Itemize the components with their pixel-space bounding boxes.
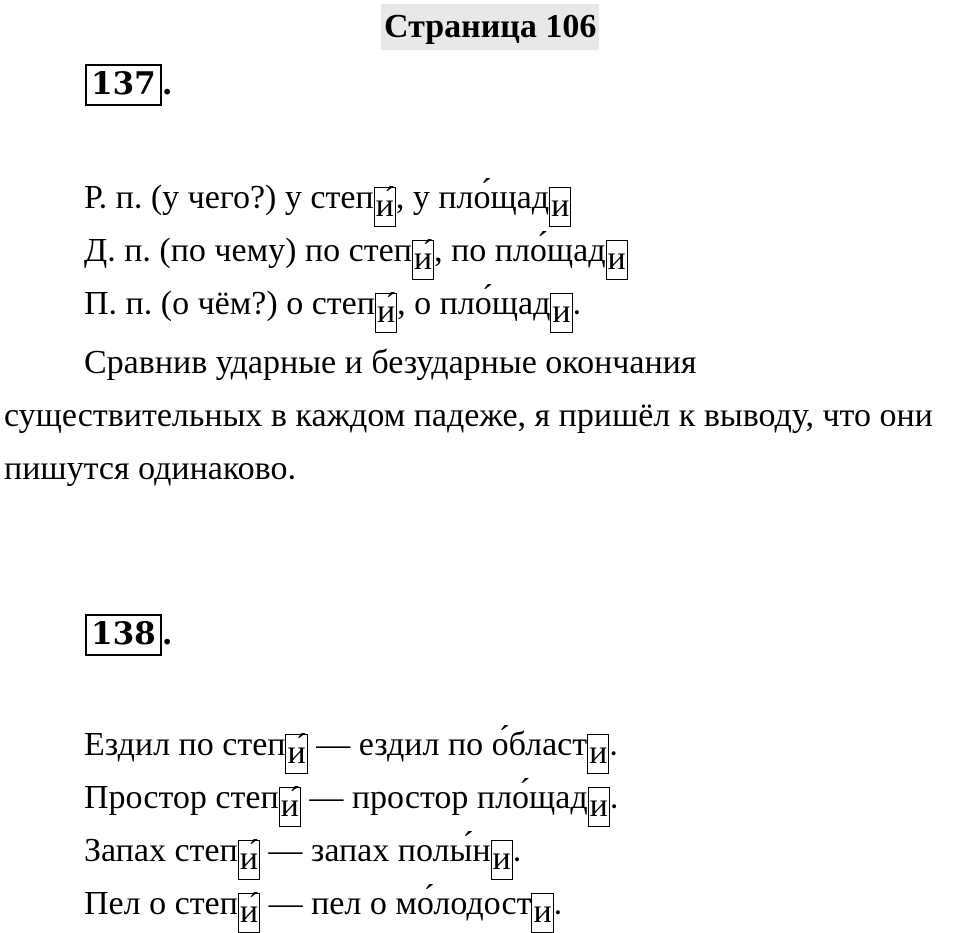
exercise-137-line-3 (84, 284, 581, 333)
line-text: , о пло́щад (397, 285, 551, 322)
line-text: — запах полы́н (259, 832, 491, 869)
boxed-ending: и (491, 840, 513, 880)
boxed-ending: и (588, 787, 610, 827)
page-title: Страница 106 (381, 4, 599, 50)
line-text: Запах степ (84, 832, 238, 869)
exercise-138-line-1 (84, 725, 618, 774)
boxed-ending: и́ (375, 293, 397, 333)
boxed-ending: и́ (238, 840, 260, 880)
boxed-ending: и (587, 734, 609, 774)
boxed-ending: и́ (279, 787, 301, 827)
boxed-ending: и́ (238, 893, 260, 933)
exercise-137-number: 137 . (85, 64, 173, 104)
line-text: . (572, 285, 582, 322)
boxed-ending: и́ (285, 734, 307, 774)
line-text: . (512, 832, 522, 869)
line-text: Р. п. (у чего?) у степ (84, 179, 374, 216)
exercise-138-line-3 (84, 831, 521, 880)
boxed-ending: и́ (412, 240, 434, 280)
line-text: — ездил по о́бласт (307, 726, 588, 763)
exercise-number-box: 137 (85, 64, 162, 106)
line-text: . (609, 726, 618, 763)
line-text: Ездил по степ (84, 726, 286, 763)
exercise-137-conclusion: Сравнив ударные и безударные окончания существительных в каждом падеже, я пришёл к выводу, что они пишутся одинаково. (4, 344, 933, 487)
line-text: Простор степ (84, 779, 279, 816)
exercise-138-number: 138 . (85, 614, 173, 654)
line-text: , по пло́щад (434, 232, 606, 269)
exercise-137-line-2 (84, 231, 628, 280)
boxed-ending: и (550, 293, 572, 333)
exercise-138-line-2 (84, 778, 618, 827)
exercise-number-box: 138 (85, 614, 162, 656)
boxed-ending: и (531, 893, 553, 933)
exercise-137-line-1 (84, 178, 571, 227)
line-text: Пел о степ (84, 885, 238, 922)
line-text: . (553, 885, 563, 922)
line-text: — пел о мо́лодост (260, 885, 532, 922)
line-text: , у пло́щад (395, 179, 550, 216)
boxed-ending: и (549, 187, 571, 227)
line-text: П. п. (о чём?) о степ (84, 285, 375, 322)
boxed-ending: и́ (374, 187, 396, 227)
line-text: Д. п. (по чему) по степ (84, 232, 412, 269)
boxed-ending: и (606, 240, 628, 280)
line-text: . (609, 779, 619, 816)
line-text: — простор пло́щад (300, 779, 588, 816)
